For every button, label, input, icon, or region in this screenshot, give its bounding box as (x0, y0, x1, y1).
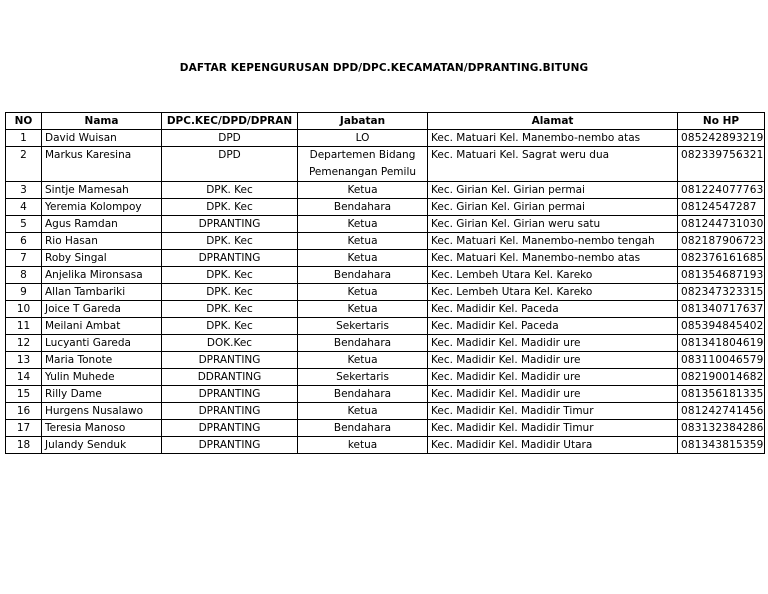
unit-cell: DPK. Kec (162, 182, 298, 199)
phone-cell: 081244731030 (678, 216, 765, 233)
roster-table (5, 112, 765, 454)
role-cell: LO (298, 130, 428, 147)
unit-cell: DOK.Kec (162, 335, 298, 352)
table-body (6, 130, 765, 454)
table-row (6, 267, 765, 284)
role-cell: Ketua (298, 284, 428, 301)
phone-cell: 081354687193 (678, 267, 765, 284)
role-cell: Sekertaris (298, 369, 428, 386)
table-header-row (6, 113, 765, 130)
table-row (6, 335, 765, 352)
member-name-cell: Hurgens Nusalawo (42, 403, 162, 420)
unit-cell: DPK. Kec (162, 267, 298, 284)
unit-cell: DPRANTING (162, 437, 298, 454)
row-number-cell: 5 (6, 216, 42, 233)
address-cell: Kec. Madidir Kel. Paceda (428, 318, 678, 335)
row-number-cell: 6 (6, 233, 42, 250)
row-number-cell: 11 (6, 318, 42, 335)
address-cell: Kec. Madidir Kel. Madidir Utara (428, 437, 678, 454)
address-cell: Kec. Girian Kel. Girian weru satu (428, 216, 678, 233)
address-cell: Kec. Lembeh Utara Kel. Kareko (428, 284, 678, 301)
role-cell: Ketua (298, 233, 428, 250)
phone-cell: 083132384286 (678, 420, 765, 437)
member-name-cell: Joice T Gareda (42, 301, 162, 318)
address-cell: Kec. Madidir Kel. Madidir ure (428, 386, 678, 403)
table-row (6, 233, 765, 250)
table-row (6, 352, 765, 369)
address-cell: Kec. Madidir Kel. Madidir ure (428, 335, 678, 352)
document-title: DAFTAR KEPENGURUSAN DPD/DPC.KECAMATAN/DPRANTING.BITUNG (179, 62, 589, 74)
column-header-name: Nama (42, 113, 162, 130)
table-row (6, 301, 765, 318)
member-name-cell: Allan Tambariki (42, 284, 162, 301)
table-row (6, 386, 765, 403)
member-name-cell: Rilly Dame (42, 386, 162, 403)
row-number-cell: 10 (6, 301, 42, 318)
phone-cell: 082339756321 (678, 147, 765, 182)
unit-cell: DPD (162, 147, 298, 182)
role-cell: Ketua (298, 182, 428, 199)
table-row (6, 318, 765, 335)
unit-cell: DPD (162, 130, 298, 147)
unit-cell: DPRANTING (162, 352, 298, 369)
row-number-cell: 16 (6, 403, 42, 420)
role-cell: Bendahara (298, 386, 428, 403)
row-number-cell: 9 (6, 284, 42, 301)
row-number-cell: 12 (6, 335, 42, 352)
address-cell: Kec. Madidir Kel. Madidir ure (428, 352, 678, 369)
column-header-unit: DPC.KEC/DPD/DPRAN (162, 113, 298, 130)
row-number-cell: 18 (6, 437, 42, 454)
table-row (6, 420, 765, 437)
phone-cell: 082190014682 (678, 369, 765, 386)
row-number-cell: 2 (6, 147, 42, 182)
phone-cell: 081340717637 (678, 301, 765, 318)
member-name-cell: Lucyanti Gareda (42, 335, 162, 352)
role-cell: Sekertaris (298, 318, 428, 335)
table-row (6, 130, 765, 147)
phone-cell: 085242893219 (678, 130, 765, 147)
phone-cell: 085394845402 (678, 318, 765, 335)
member-name-cell: Yulin Muhede (42, 369, 162, 386)
address-cell: Kec. Girian Kel. Girian permai (428, 199, 678, 216)
phone-cell: 081242741456 (678, 403, 765, 420)
role-cell: Ketua (298, 250, 428, 267)
member-name-cell: Yeremia Kolompoy (42, 199, 162, 216)
phone-cell: 081343815359 (678, 437, 765, 454)
role-cell: Ketua (298, 352, 428, 369)
member-name-cell: Sintje Mamesah (42, 182, 162, 199)
address-cell: Kec. Madidir Kel. Madidir Timur (428, 403, 678, 420)
address-cell: Kec. Girian Kel. Girian permai (428, 182, 678, 199)
role-cell: Bendahara (298, 335, 428, 352)
role-cell: Ketua (298, 403, 428, 420)
row-number-cell: 3 (6, 182, 42, 199)
unit-cell: DPK. Kec (162, 318, 298, 335)
row-number-cell: 1 (6, 130, 42, 147)
column-header-role: Jabatan (298, 113, 428, 130)
unit-cell: DPRANTING (162, 250, 298, 267)
role-cell: Ketua (298, 216, 428, 233)
address-cell: Kec. Madidir Kel. Paceda (428, 301, 678, 318)
address-cell: Kec. Madidir Kel. Madidir ure (428, 369, 678, 386)
row-number-cell: 13 (6, 352, 42, 369)
table-row (6, 216, 765, 233)
unit-cell: DPK. Kec (162, 199, 298, 216)
role-cell: Bendahara (298, 199, 428, 216)
address-cell: Kec. Lembeh Utara Kel. Kareko (428, 267, 678, 284)
address-cell: Kec. Matuari Kel. Manembo-nembo tengah (428, 233, 678, 250)
column-header-address: Alamat (428, 113, 678, 130)
role-cell: Departemen Bidang Pemenangan Pemilu (298, 147, 428, 182)
phone-cell: 08124547287 (678, 199, 765, 216)
address-cell: Kec. Matuari Kel. Manembo-nembo atas (428, 130, 678, 147)
phone-cell: 082347323315 (678, 284, 765, 301)
unit-cell: DPK. Kec (162, 233, 298, 250)
address-cell: Kec. Madidir Kel. Madidir Timur (428, 420, 678, 437)
member-name-cell: Maria Tonote (42, 352, 162, 369)
phone-cell: 082187906723 (678, 233, 765, 250)
row-number-cell: 17 (6, 420, 42, 437)
member-name-cell: Teresia Manoso (42, 420, 162, 437)
phone-cell: 081341804619 (678, 335, 765, 352)
row-number-cell: 8 (6, 267, 42, 284)
role-cell: Bendahara (298, 267, 428, 284)
phone-cell: 083110046579 (678, 352, 765, 369)
address-cell: Kec. Matuari Kel. Sagrat weru dua (428, 147, 678, 182)
role-cell: Ketua (298, 301, 428, 318)
role-cell: Bendahara (298, 420, 428, 437)
table-row (6, 199, 765, 216)
member-name-cell: Markus Karesina (42, 147, 162, 182)
row-number-cell: 15 (6, 386, 42, 403)
unit-cell: DPRANTING (162, 386, 298, 403)
row-number-cell: 7 (6, 250, 42, 267)
unit-cell: DPRANTING (162, 403, 298, 420)
table-row (6, 250, 765, 267)
member-name-cell: Meilani Ambat (42, 318, 162, 335)
column-header-no: NO (6, 113, 42, 130)
phone-cell: 082376161685 (678, 250, 765, 267)
table-row (6, 182, 765, 199)
unit-cell: DPK. Kec (162, 284, 298, 301)
member-name-cell: Agus Ramdan (42, 216, 162, 233)
table-row (6, 284, 765, 301)
row-number-cell: 14 (6, 369, 42, 386)
row-number-cell: 4 (6, 199, 42, 216)
unit-cell: DPK. Kec (162, 301, 298, 318)
unit-cell: DPRANTING (162, 420, 298, 437)
table-row (6, 437, 765, 454)
unit-cell: DDRANTING (162, 369, 298, 386)
member-name-cell: Rio Hasan (42, 233, 162, 250)
role-cell: ketua (298, 437, 428, 454)
phone-cell: 081224077763 (678, 182, 765, 199)
member-name-cell: Anjelika Mironsasa (42, 267, 162, 284)
table-row (6, 403, 765, 420)
column-header-phone: No HP (678, 113, 765, 130)
table-row (6, 147, 765, 182)
member-name-cell: David Wuisan (42, 130, 162, 147)
unit-cell: DPRANTING (162, 216, 298, 233)
table-row (6, 369, 765, 386)
member-name-cell: Roby Singal (42, 250, 162, 267)
phone-cell: 081356181335 (678, 386, 765, 403)
address-cell: Kec. Matuari Kel. Manembo-nembo atas (428, 250, 678, 267)
member-name-cell: Julandy Senduk (42, 437, 162, 454)
